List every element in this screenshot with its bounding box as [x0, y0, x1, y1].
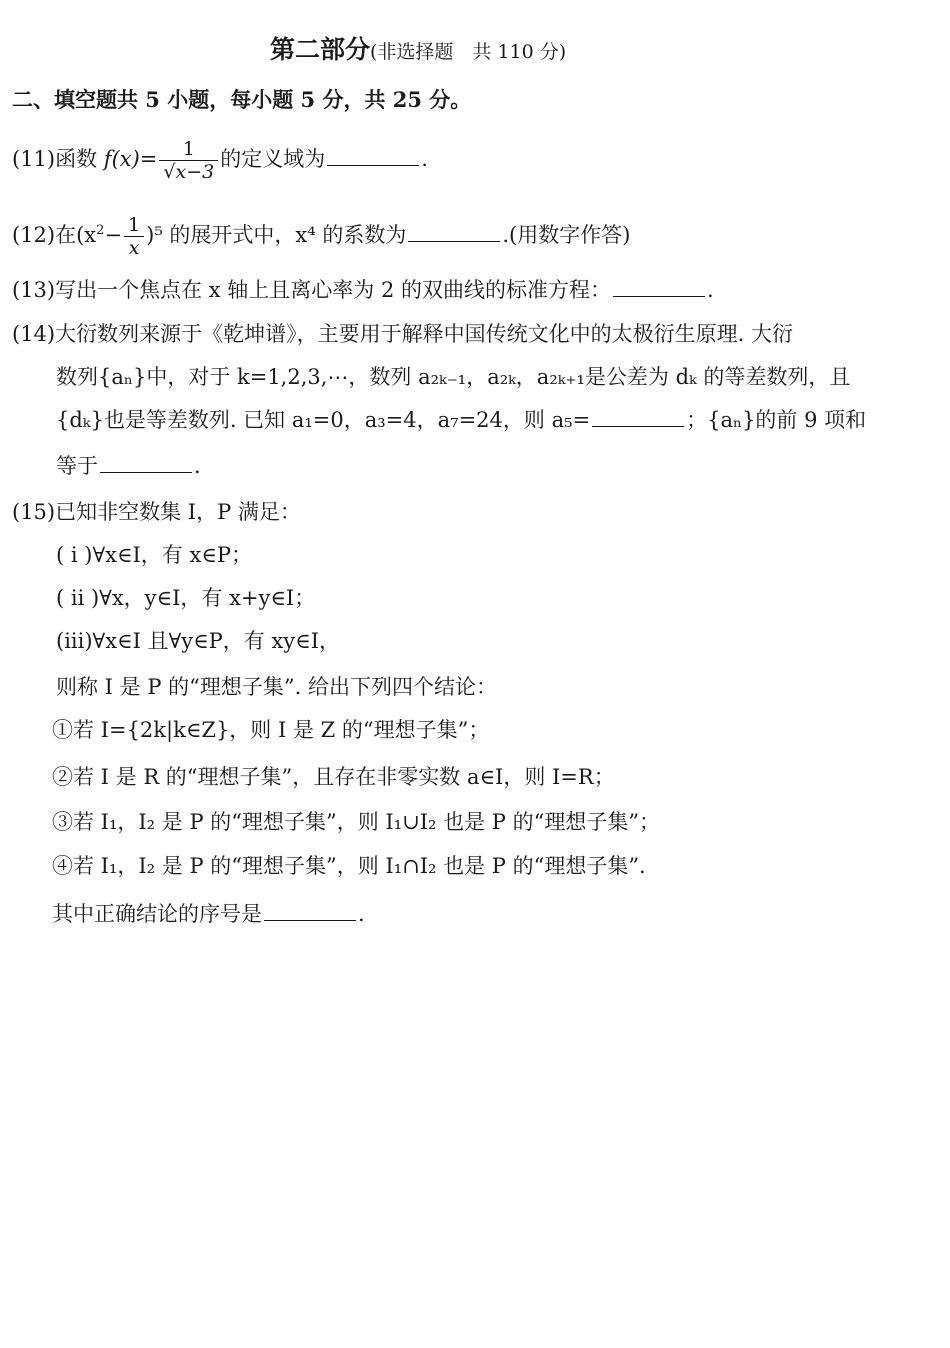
q14-sum-blank[interactable]: [100, 452, 192, 473]
q11-prefix: (11)函数: [12, 147, 104, 171]
title-subtitle: (非选择题 共 110 分): [370, 41, 567, 63]
q15-final-end: .: [358, 902, 365, 926]
q15-condition-1: ( i )∀x∈I，有 x∈P；: [56, 543, 253, 567]
q12-numerator: 1: [128, 214, 141, 236]
q11-suffix: 的定义域为: [220, 147, 326, 171]
q11-fraction: [159, 138, 218, 183]
q12-minus: −: [104, 223, 123, 247]
q14-line-4: [56, 452, 201, 480]
q11-numerator: 1: [182, 138, 195, 160]
q12-fraction: [124, 214, 144, 259]
q12-power-text: )⁵ 的展开式中，x⁴ 的系数为: [146, 223, 407, 247]
q13-text: (13)写出一个焦点在 x 轴上且离心率为 2 的双曲线的标准方程：: [12, 278, 612, 302]
q15-conclusion-1: ①若 I={2k|k∈Z}，则 I 是 Z 的“理想子集”；: [52, 718, 490, 742]
q14-line-3-b: ；{aₙ}的前 9 项和: [686, 408, 867, 432]
q15-definition: 则称 I 是 P 的“理想子集”. 给出下列四个结论：: [56, 675, 497, 699]
q15-line-1: (15)已知非空数集 I，P 满足：: [12, 500, 301, 524]
q15-answer-blank[interactable]: [264, 900, 356, 921]
title-text: 第二部分: [270, 35, 371, 64]
q11-func: f(x)=: [103, 147, 158, 171]
q13-answer-blank[interactable]: [613, 276, 705, 297]
q11-end: .: [421, 147, 428, 171]
q15-condition-2: ( ii )∀x，y∈I，有 x+y∈I；: [56, 586, 316, 610]
question-13: [12, 276, 714, 304]
question-11: [12, 138, 428, 183]
q14-line-4-end: .: [194, 454, 201, 478]
q15-condition-3: (iii)∀x∈I 且∀y∈P，有 xy∈I，: [56, 629, 341, 653]
q12-denominator: x: [124, 236, 144, 259]
q11-answer-blank[interactable]: [327, 145, 419, 166]
q15-final-a: 其中正确结论的序号是: [52, 902, 262, 926]
q14-a5-blank[interactable]: [592, 406, 684, 427]
q14-line-3: [56, 406, 866, 434]
q13-end: .: [707, 278, 714, 302]
q14-line-3-a: {dₖ}也是等差数列. 已知 a₁=0，a₃=4，a₇=24，则 a₅=: [56, 408, 591, 432]
page-title: [270, 36, 566, 66]
section-heading: 二、填空题共 5 小题，每小题 5 分，共 25 分。: [12, 87, 472, 112]
q12-answer-blank[interactable]: [408, 221, 500, 242]
q15-conclusion-2: ②若 I 是 R 的“理想子集”，且存在非零实数 a∈I，则 I=R；: [52, 765, 615, 789]
q12-end: .(用数字作答): [502, 223, 631, 247]
q15-conclusion-4: ④若 I₁，I₂ 是 P 的“理想子集”，则 I₁∩I₂ 也是 P 的“理想子集”.: [52, 854, 646, 878]
q11-denominator: √x−3: [159, 160, 218, 183]
q14-line-4-a: 等于: [56, 454, 98, 478]
q14-line-2: 数列{aₙ}中，对于 k=1,2,3,⋯，数列 a₂ₖ₋₁，a₂ₖ，a₂ₖ₊₁是公差为 dₖ 的等差数列，且: [56, 365, 851, 389]
q12-prefix: (12)在(x: [12, 223, 97, 247]
question-12: (12)在($x^2-$ $\frac{1}{x}$ )⁵ 的展开式中，x⁴ 的系数为 .(用数字作答): [12, 214, 631, 259]
q15-conclusion-3: ③若 I₁，I₂ 是 P 的“理想子集”，则 I₁∪I₂ 也是 P 的“理想子集”；: [52, 810, 661, 834]
q14-line-1: (14)大衍数列来源于《乾坤谱》，主要用于解释中国传统文化中的太极衍生原理. 大衍: [12, 322, 793, 346]
q15-final: [52, 900, 365, 928]
